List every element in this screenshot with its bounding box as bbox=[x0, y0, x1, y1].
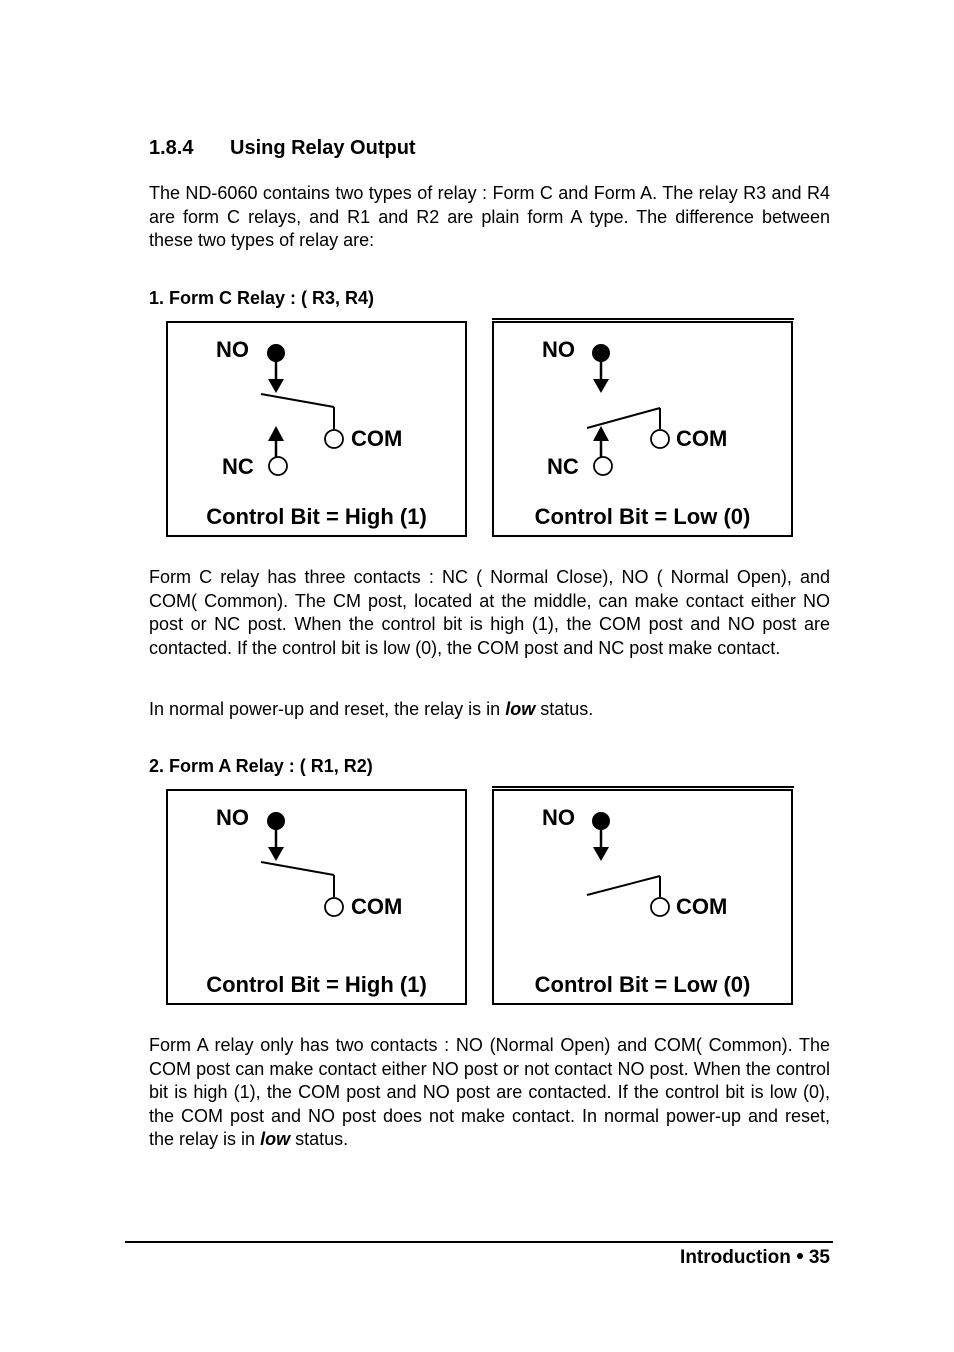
form-a-description-suffix: status. bbox=[295, 1129, 349, 1149]
nc-contact-circle bbox=[594, 457, 612, 475]
switch-arm bbox=[587, 876, 660, 895]
footer-rule bbox=[125, 1241, 833, 1243]
form-a-description-emphasis: low bbox=[260, 1129, 291, 1149]
com-label: COM bbox=[351, 426, 403, 451]
footer-page-number: 35 bbox=[808, 1247, 830, 1268]
section-heading bbox=[149, 137, 416, 160]
no-arrow-down bbox=[268, 847, 284, 861]
no-label: NO bbox=[216, 337, 249, 362]
form-a-high-diagram bbox=[166, 789, 467, 1005]
com-label: COM bbox=[676, 894, 728, 919]
switch-arm bbox=[261, 862, 334, 875]
form-c-heading: 1. Form C Relay : ( R3, R4) bbox=[149, 288, 375, 308]
form-c-note bbox=[149, 698, 830, 722]
nc-arrow-up bbox=[593, 426, 609, 441]
nc-label: NC bbox=[222, 454, 254, 479]
form-c-top-rule bbox=[492, 318, 794, 320]
caption-high: Control Bit = High (1) bbox=[206, 504, 427, 529]
section-title: Using Relay Output bbox=[230, 137, 416, 159]
nc-label: NC bbox=[547, 454, 579, 479]
bullet-icon bbox=[797, 1253, 803, 1259]
caption-high: Control Bit = High (1) bbox=[206, 972, 427, 997]
note-emphasis: low bbox=[505, 699, 536, 719]
nc-arrow-up bbox=[268, 426, 284, 441]
form-a-description bbox=[149, 1034, 830, 1152]
no-arrow-down bbox=[593, 847, 609, 861]
switch-arm bbox=[587, 408, 660, 428]
form-a-heading: 2. Form A Relay : ( R1, R2) bbox=[149, 756, 373, 776]
com-contact-circle bbox=[325, 430, 343, 448]
no-contact-dot bbox=[592, 812, 610, 830]
no-arrow-down bbox=[593, 379, 609, 393]
intro-paragraph: The ND-6060 contains two types of relay : Form C and Form A. The relay R3 and R4 are form C relays, and R1 and R2 are plain form A type. The difference between these two types of relay are: bbox=[149, 183, 830, 250]
caption-low: Control Bit = Low (0) bbox=[534, 504, 751, 529]
note-prefix: In normal power-up and reset, the relay is in bbox=[149, 699, 501, 719]
com-contact-circle bbox=[651, 898, 669, 916]
form-c-high-diagram bbox=[166, 321, 467, 537]
form-a-low-diagram bbox=[492, 789, 793, 1005]
section-number: 1.8.4 bbox=[149, 137, 194, 159]
caption-low: Control Bit = Low (0) bbox=[534, 972, 751, 997]
form-a-top-rule bbox=[492, 786, 794, 788]
com-label: COM bbox=[351, 894, 403, 919]
no-contact-dot bbox=[592, 344, 610, 362]
com-contact-circle bbox=[325, 898, 343, 916]
switch-arm bbox=[261, 394, 334, 407]
no-contact-dot bbox=[267, 812, 285, 830]
footer-chapter: Introduction bbox=[680, 1247, 791, 1268]
page-footer bbox=[680, 1247, 830, 1269]
no-label: NO bbox=[216, 805, 249, 830]
form-a-description-main: Form A relay only has two contacts : NO (Normal Open) and COM( Common). The COM post can make contact either NO post or not contact NO post. When the control bit is high (1), the COM post and NO post are contacted. If the control bit is low (0), the COM post and NO post does not make contact. In normal power-up and reset, the relay is in bbox=[149, 1035, 830, 1149]
no-label: NO bbox=[542, 805, 575, 830]
form-c-description: Form C relay has three contacts : NC ( Normal Close), NO ( Normal Open), and COM( Common). The CM post, located at the middle, can make contact either NO post or NC post. When the control bit is high (1), the COM post and NO post are contacted. If the control bit is low (0), the COM post and NC post make contact. bbox=[149, 567, 830, 658]
nc-contact-circle bbox=[269, 457, 287, 475]
note-suffix: status. bbox=[540, 699, 594, 719]
com-label: COM bbox=[676, 426, 728, 451]
com-contact-circle bbox=[651, 430, 669, 448]
form-c-low-diagram bbox=[492, 321, 793, 537]
no-contact-dot bbox=[267, 344, 285, 362]
no-arrow-down bbox=[268, 379, 284, 393]
no-label: NO bbox=[542, 337, 575, 362]
